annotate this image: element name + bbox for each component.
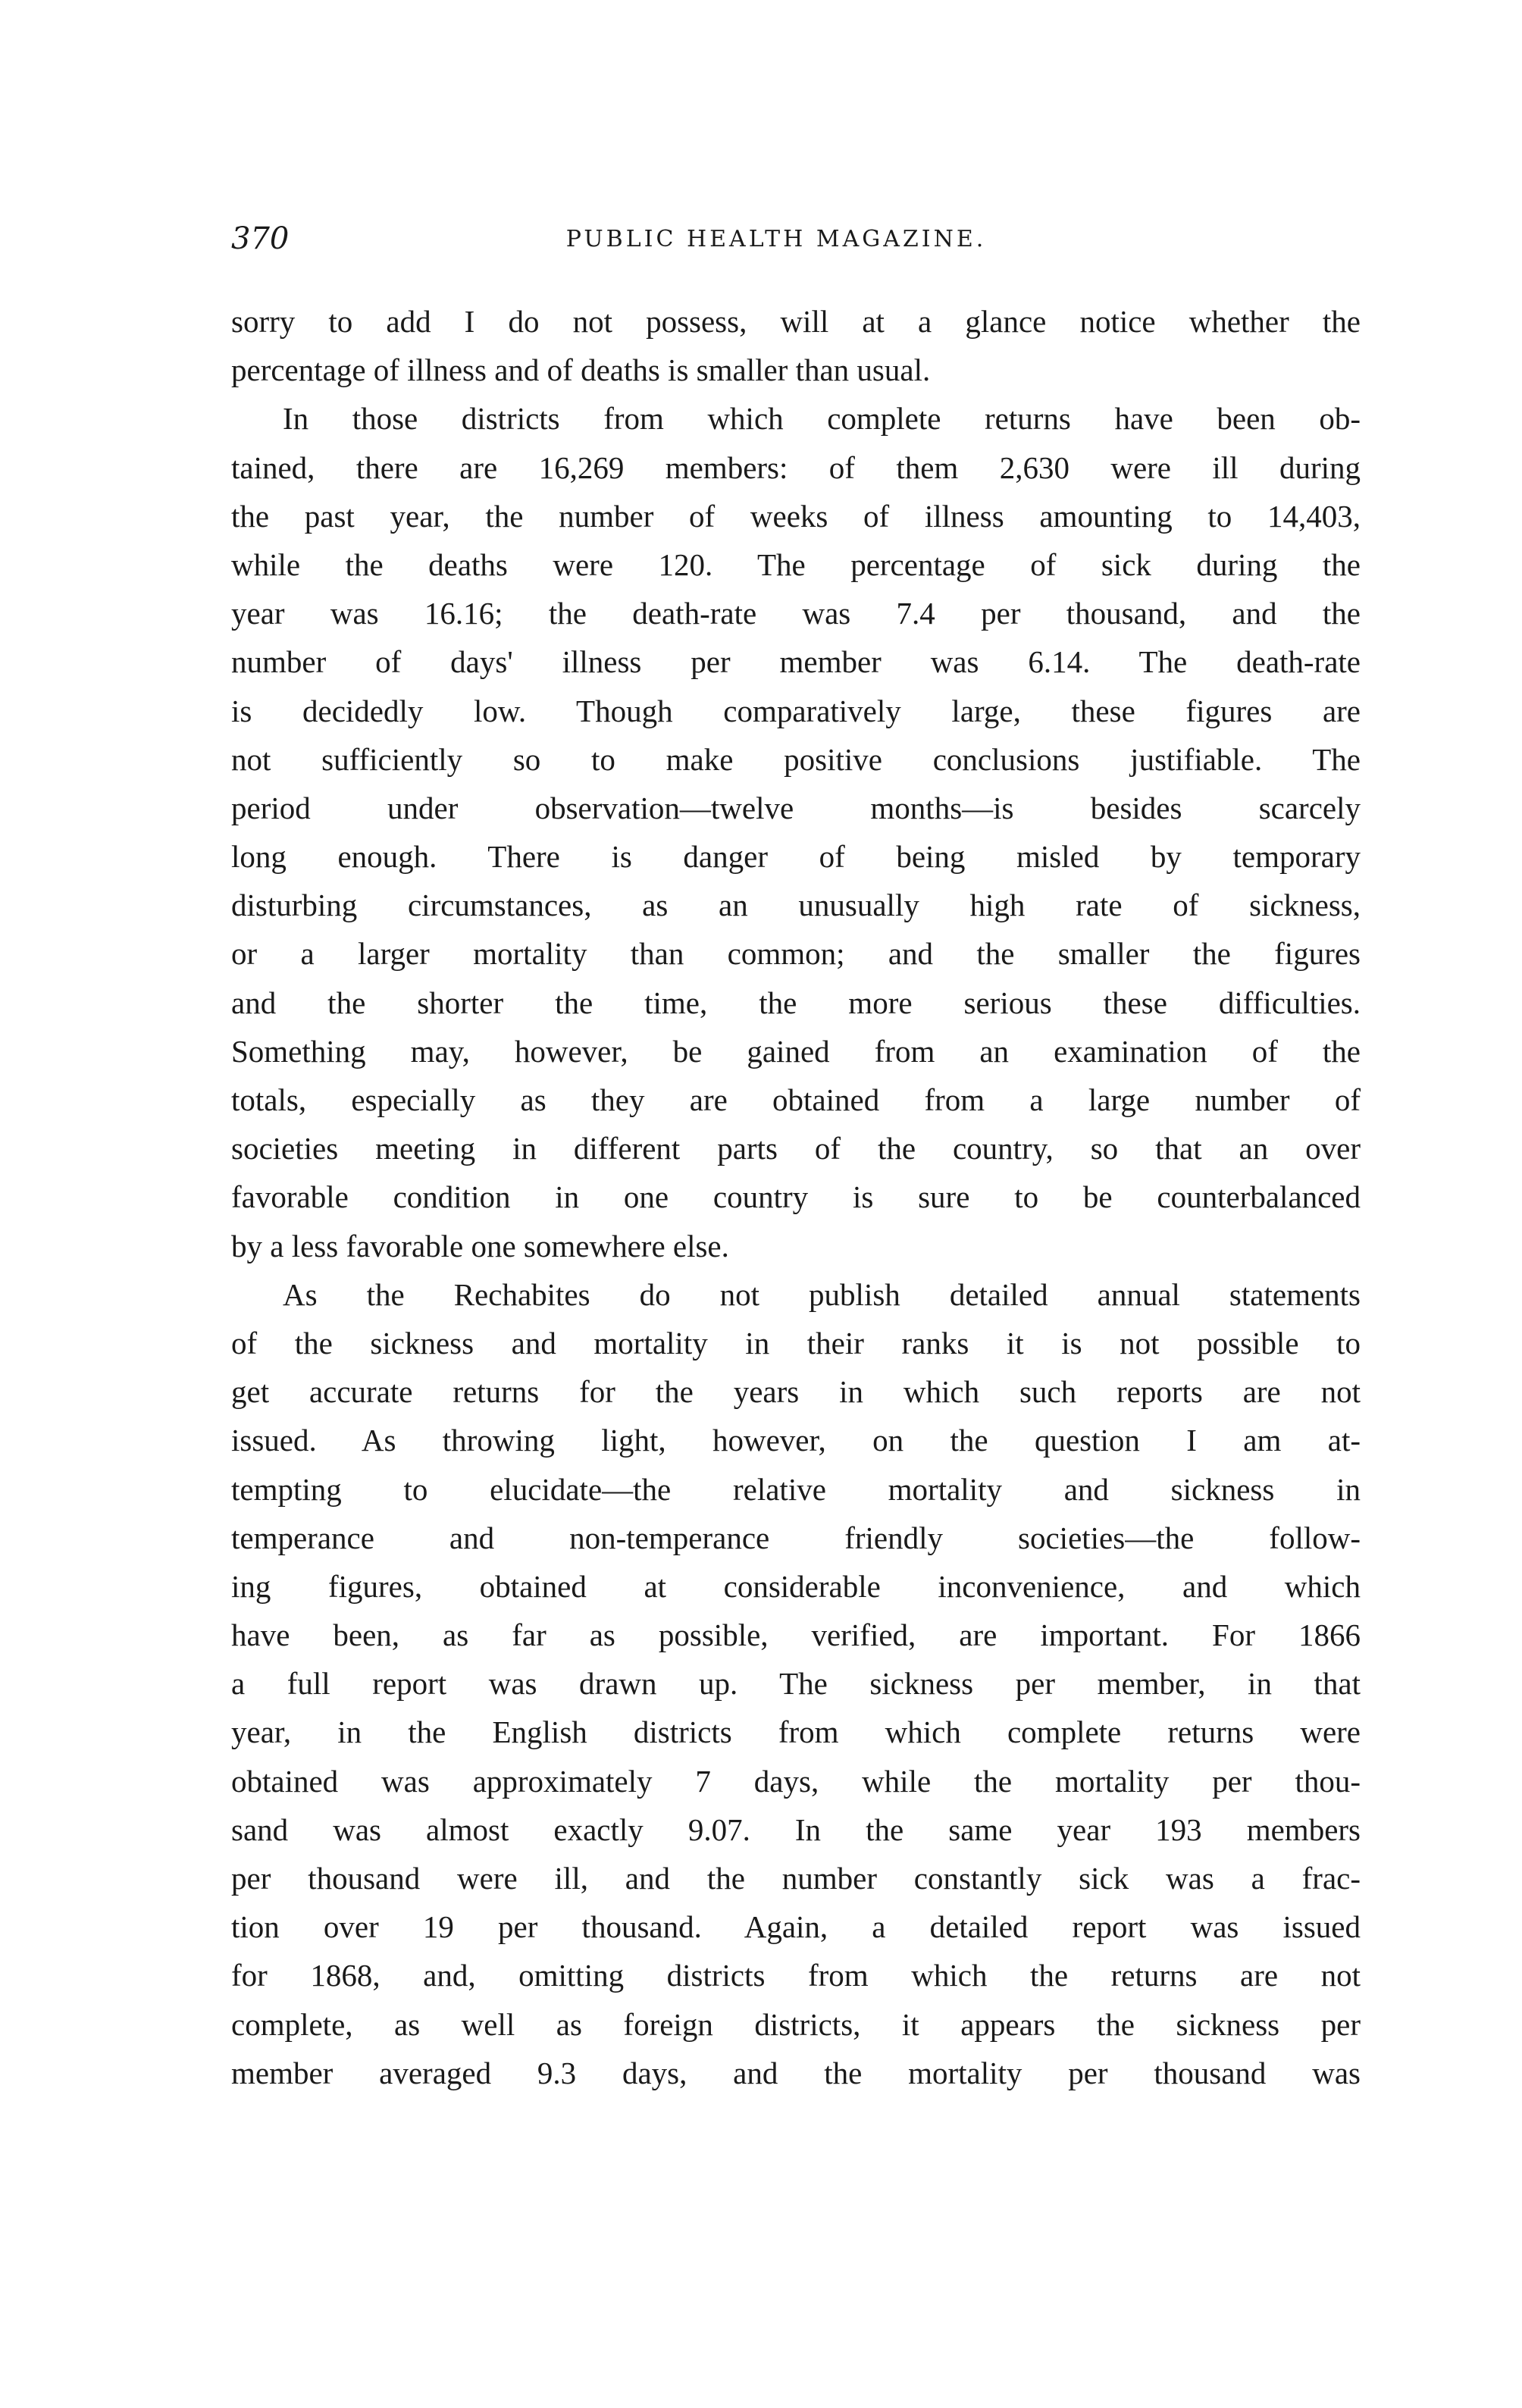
text-line: and the shorter the time, the more serious these difficulties. xyxy=(231,985,1361,1020)
text-line: have been, as far as possible, verified, are important. For 1866 xyxy=(231,1617,1361,1653)
text-line: percentage of illness and of deaths is smaller than usual. xyxy=(231,352,931,388)
text-line: totals, especially as they are obtained from a large number of xyxy=(231,1082,1361,1117)
text-line: the past year, the number of weeks of illness amounting to 14,403, xyxy=(231,498,1361,534)
text-line: obtained was approximately 7 days, while the mortality per thou- xyxy=(231,1763,1361,1799)
text-line: not sufficiently so to make positive conclusions justifiable. The xyxy=(231,741,1361,777)
text-line: sorry to add I do not possess, will at a glance notice whether the xyxy=(231,304,1361,339)
text-line: of the sickness and mortality in their ranks it is not possible to xyxy=(231,1325,1361,1361)
text-line: tempting to elucidate—the relative mortality and sickness in xyxy=(231,1471,1361,1507)
text-line: number of days' illness per member was 6.14. The death-rate xyxy=(231,644,1361,680)
text-line: per thousand were ill, and the number constantly sick was a frac- xyxy=(231,1861,1361,1896)
text-line: year, in the English districts from which complete returns were xyxy=(231,1714,1361,1750)
running-title: PUBLIC HEALTH MAGAZINE. xyxy=(565,226,987,252)
text-line: is decidedly low. Though comparatively large, these figures are xyxy=(231,693,1361,728)
text-line: a full report was drawn up. The sickness per member, in that xyxy=(231,1666,1361,1702)
text-line: tion over 19 per thousand. Again, a detailed report was issued xyxy=(231,1909,1361,1945)
text-line: tained, there are 16,269 members: of them 2,630 were ill during xyxy=(231,449,1361,485)
text-line: complete, as well as foreign districts, it appears the sickness per xyxy=(231,2006,1361,2042)
text-line: ing figures, obtained at considerable inconvenience, and which xyxy=(231,1568,1361,1604)
text-line: As the Rechabites do not publish detailed annual statements xyxy=(283,1276,1361,1312)
text-line: or a larger mortality than common; and the smaller the figures xyxy=(231,936,1361,972)
text-line: while the deaths were 120. The percentage of sick during the xyxy=(231,546,1361,582)
text-line: favorable condition in one country is sure to be counterbalanced xyxy=(231,1179,1361,1215)
text-line: member averaged 9.3 days, and the mortality per thousand was xyxy=(231,2055,1361,2090)
text-line: Something may, however, be gained from an examination of the xyxy=(231,1033,1361,1069)
text-line: year was 16.16; the death-rate was 7.4 per thousand, and the xyxy=(231,596,1361,631)
text-line: societies meeting in different parts of the country, so that an over xyxy=(231,1131,1361,1166)
text-line: temperance and non-temperance friendly societies—the follow- xyxy=(231,1520,1361,1555)
body-text xyxy=(231,297,1361,2097)
text-line: sand was almost exactly 9.07. In the same year 193 members xyxy=(231,1811,1361,1847)
text-line: disturbing circumstances, as an unusually high rate of sickness, xyxy=(231,888,1361,923)
text-line: long enough. There is danger of being misled by temporary xyxy=(231,839,1361,875)
text-line: issued. As throwing light, however, on the question I am at- xyxy=(231,1423,1361,1458)
text-line: period under observation—twelve months—is besides scarcely xyxy=(231,790,1361,825)
text-line: by a less favorable one somewhere else. xyxy=(231,1228,729,1263)
text-line: for 1868, and, omitting districts from which the returns are not xyxy=(231,1958,1361,1993)
text-line: In those districts from which complete returns have been ob- xyxy=(283,401,1361,437)
text-line: get accurate returns for the years in which such reports are not xyxy=(231,1374,1361,1410)
page-number: 370 xyxy=(231,221,290,256)
